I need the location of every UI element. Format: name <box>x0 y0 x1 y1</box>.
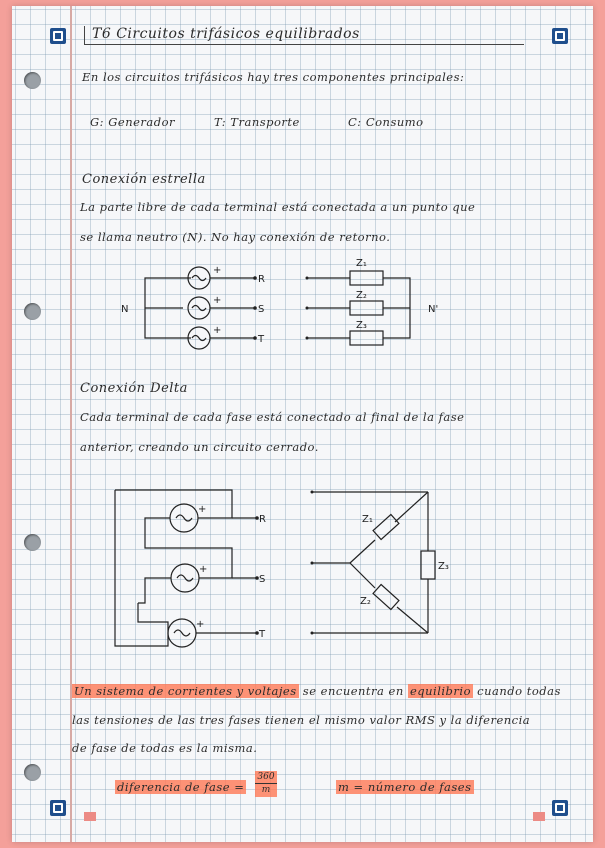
highlight-equilibrium: equilibrio <box>409 684 472 698</box>
estrella-line-1: La parte libre de cada terminal está conectada a un punto que <box>80 200 476 214</box>
phase-label-t: T <box>259 629 266 640</box>
plus-sign: + <box>213 265 222 276</box>
equilibrium-line-2: las tensiones de las tres fases tienen el mismo valor RMS y la diferencia <box>72 713 531 727</box>
component-transport: T: Transporte <box>214 115 300 129</box>
impedance-label-z3: Z₃ <box>438 561 449 572</box>
phase-label-t: T <box>258 334 265 345</box>
highlight-systems: Un sistema de corrientes y voltajes <box>74 684 297 698</box>
formula-note-text: m = número de fases <box>338 780 472 794</box>
equilibrium-end: cuando todas <box>477 684 561 698</box>
formula-label: diferencia de fase = <box>117 780 245 794</box>
equilibrium-line-3: de fase de todas es la misma. <box>72 741 258 755</box>
plus-sign: + <box>196 619 205 630</box>
neutral-label-n-prime: N' <box>428 304 439 315</box>
impedance-label-z1: Z₁ <box>362 514 373 525</box>
estrella-line-2: se llama neutro (N). No hay conexión de retorno. <box>80 230 391 244</box>
heading-estrella: Conexión estrella <box>82 172 206 187</box>
equilibrium-line-1 <box>72 684 561 698</box>
formula-denominator: m <box>261 785 271 795</box>
delta-line-1: Cada terminal de cada fase está conectado al final de la fase <box>80 410 465 424</box>
formula-note <box>336 780 474 794</box>
impedance-label-z3: Z₃ <box>356 320 367 331</box>
impedance-label-z2: Z₂ <box>360 596 371 607</box>
formula-left <box>115 780 246 794</box>
phase-label-s: S <box>259 574 266 585</box>
phase-label-s: S <box>258 304 265 315</box>
formula-fraction <box>255 771 277 797</box>
impedance-label-z1: Z₁ <box>356 258 367 269</box>
phase-label-r: R <box>259 514 266 525</box>
plus-sign: + <box>213 325 222 336</box>
delta-line-2: anterior, creando un circuito cerrado. <box>80 440 319 454</box>
intro-text: En los circuitos trifásicos hay tres componentes principales: <box>82 70 465 84</box>
phase-label-r: R <box>258 274 265 285</box>
equilibrium-mid: se encuentra en <box>302 684 404 698</box>
plus-sign: + <box>199 564 208 575</box>
formula-numerator: 360 <box>255 771 277 784</box>
component-generator: G: Generador <box>90 115 176 129</box>
impedance-label-z2: Z₂ <box>356 290 367 301</box>
heading-delta: Conexión Delta <box>80 381 188 396</box>
neutral-label-n: N <box>121 304 129 315</box>
plus-sign: + <box>198 504 207 515</box>
plus-sign: + <box>213 295 222 306</box>
page-title: T6 Circuitos trifásicos equilibrados <box>92 26 360 42</box>
component-consumption: C: Consumo <box>348 115 424 129</box>
